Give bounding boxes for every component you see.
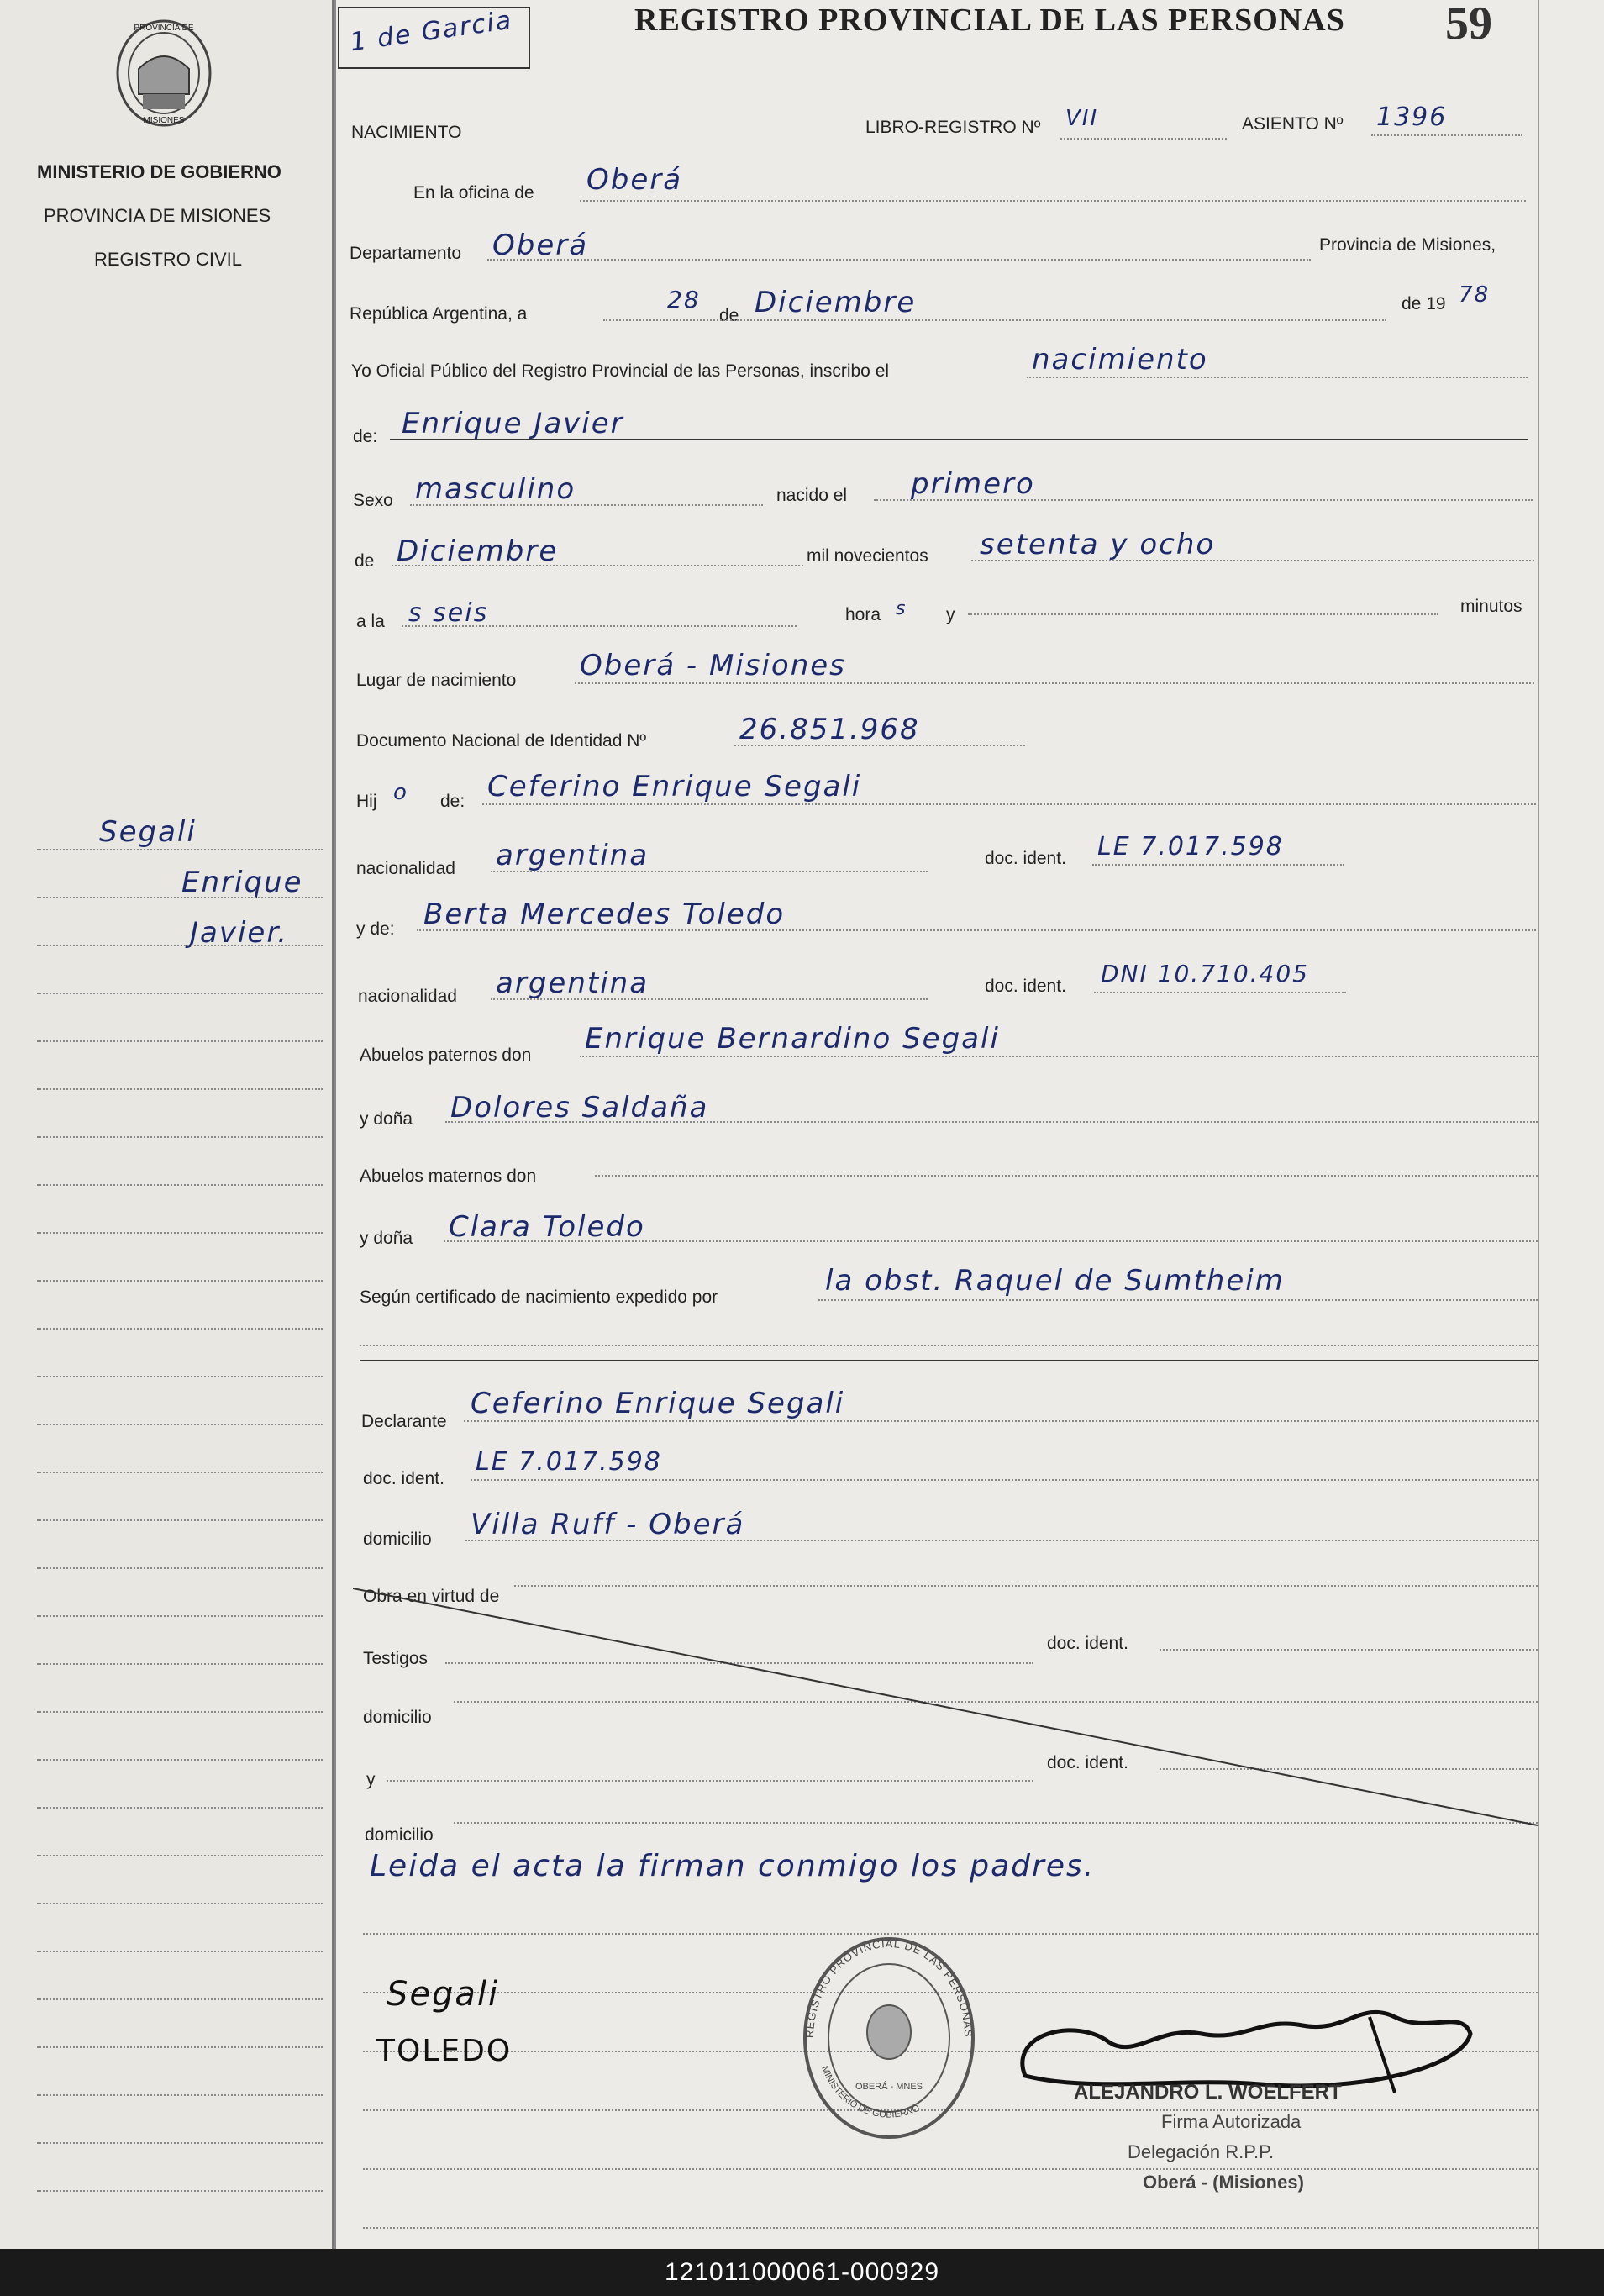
- provincial-seal-icon: [101, 10, 227, 136]
- cancel-diagonal: [353, 1588, 1546, 1832]
- horas-s: s: [896, 598, 907, 619]
- margin-rule-line: [37, 897, 323, 898]
- nacido-line: [874, 499, 1533, 501]
- margin-rule-line: [37, 1136, 323, 1138]
- doc4-label: doc. ident.: [1047, 1634, 1128, 1653]
- official-lugar: Oberá - (Misiones): [1143, 2172, 1304, 2193]
- stamp-note: 1 de Garcia: [348, 5, 515, 58]
- sexo-line: [410, 504, 763, 506]
- abuelo-mat-line: [595, 1175, 1538, 1177]
- abuela-pat-value: Dolores Saldaña: [450, 1091, 709, 1124]
- declarante-line: [464, 1420, 1538, 1422]
- certificado-line-2: [360, 1345, 1538, 1346]
- margin-rule-line: [37, 1663, 323, 1665]
- madre-line: [417, 929, 1536, 931]
- de-label: de: [719, 306, 739, 325]
- madre-value: Berta Mercedes Toledo: [423, 898, 786, 931]
- lugar-value: Oberá - Misiones: [580, 649, 846, 682]
- certificado-value: la obst. Raquel de Sumtheim: [825, 1264, 1285, 1298]
- hijo-de-label: de:: [440, 792, 465, 811]
- libro-value: VII: [1065, 106, 1099, 131]
- abuela-mat-value: Clara Toledo: [449, 1210, 645, 1244]
- mes-nac-line: [392, 565, 803, 566]
- margin-rule-line: [37, 1424, 323, 1425]
- nacido-value: primero: [911, 467, 1035, 501]
- margin-apellido: Segali: [99, 815, 197, 849]
- horas-label: hora: [845, 605, 881, 624]
- margin-rule-line: [37, 1472, 323, 1473]
- margin-nombre2: Javier.: [190, 916, 289, 950]
- hora-value: s seis: [408, 598, 489, 628]
- certificado-label: Según certificado de nacimiento expedido por: [360, 1288, 718, 1307]
- margin-rule-line: [37, 1280, 323, 1282]
- margin-rule-line: [37, 1615, 323, 1617]
- fecha-mes: Diciembre: [755, 286, 917, 319]
- dni-label: Documento Nacional de Identidad Nº: [356, 731, 647, 750]
- margin-nombre1: Enrique: [181, 866, 303, 899]
- hijo-label: Hij: [356, 792, 377, 811]
- domicilio2-label: domicilio: [363, 1708, 432, 1727]
- doc3-value: LE 7.017.598: [476, 1447, 662, 1477]
- republica-label: República Argentina, a: [350, 304, 528, 324]
- obra-label: Obra en virtud de: [363, 1587, 500, 1606]
- parent-signature-1: Segali: [387, 1975, 500, 2014]
- de-nombre-label: de:: [353, 427, 378, 446]
- domicilio3-label: domicilio: [365, 1825, 434, 1845]
- declarante-label: Declarante: [361, 1412, 447, 1431]
- nac1-value: argentina: [496, 839, 649, 872]
- hora-line: [402, 625, 797, 627]
- yde-label: y de:: [356, 919, 395, 939]
- mil-label: mil novecientos: [807, 546, 928, 566]
- margin-rule-line: [37, 1807, 323, 1809]
- mes-nac-value: Diciembre: [397, 535, 559, 568]
- oficina-label: En la oficina de: [413, 183, 534, 203]
- dona2-label: y doña: [360, 1229, 413, 1248]
- margin-column: [0, 0, 334, 2249]
- doc3-label: doc. ident.: [363, 1469, 444, 1488]
- nombre-line: [390, 439, 1528, 440]
- doc5-label: doc. ident.: [1047, 1753, 1128, 1772]
- padre-line: [482, 803, 1536, 805]
- rule-line: [363, 2168, 1538, 2170]
- margin-rule-line: [37, 2142, 323, 2144]
- oficial-line: [1027, 377, 1528, 378]
- y-label: y: [946, 605, 955, 624]
- rule-line: [363, 2227, 1538, 2229]
- doc2-line: [1094, 992, 1346, 993]
- anio-nac-line: [971, 560, 1534, 561]
- asiento-value: 1396: [1376, 103, 1448, 132]
- fecha-line: [603, 319, 1386, 321]
- margin-rule-line: [37, 1567, 323, 1569]
- seal-bottom-text: MISIONES: [143, 116, 185, 125]
- nacido-label: nacido el: [776, 486, 848, 505]
- nac1-line: [491, 871, 928, 872]
- anio-nac-value: setenta y ocho: [980, 528, 1216, 561]
- margin-rule-line: [37, 1711, 323, 1713]
- asiento-line: [1371, 134, 1522, 136]
- official-delegacion: Delegación R.P.P.: [1128, 2141, 1275, 2162]
- section-divider: [360, 1360, 1538, 1361]
- margin-rule-line: [37, 1232, 323, 1234]
- registry-round-stamp: [797, 1933, 981, 2143]
- margin-rule-line: [37, 2094, 323, 2096]
- nac2-line: [491, 998, 928, 1000]
- stamp-center-text: OBERÁ - MNES: [855, 2082, 923, 2092]
- margin-rule-line: [37, 1184, 323, 1186]
- anio-value: 78: [1459, 282, 1491, 308]
- barcode-id: 121011000061-000929: [0, 2249, 1604, 2296]
- type-label: NACIMIENTO: [351, 123, 462, 142]
- departamento-value: Oberá: [492, 229, 589, 262]
- seal-top-text: PROVINCIA DE: [134, 24, 194, 33]
- margin-rule-line: [37, 1328, 323, 1330]
- page-number: 59: [1445, 0, 1492, 50]
- doc2-value: DNI 10.710.405: [1101, 960, 1309, 987]
- right-border: [1538, 0, 1539, 2249]
- y2-label: y: [366, 1770, 376, 1789]
- margin-rule-line: [37, 1998, 323, 2000]
- doc2-label: doc. ident.: [985, 977, 1066, 996]
- margin-divider: [334, 0, 336, 2249]
- certificado-line: [818, 1299, 1538, 1301]
- margin-rule-line: [37, 1088, 323, 1090]
- testigos-label: Testigos: [363, 1649, 429, 1668]
- official-name: ALEJANDRO L. WOELFERT: [1074, 2081, 1342, 2104]
- margin-rule-line: [37, 2190, 323, 2192]
- margin-rule-line: [37, 1951, 323, 1952]
- departamento-label: Departamento: [350, 244, 462, 263]
- abuela-mat-line: [444, 1240, 1538, 1242]
- nac1-label: nacionalidad: [356, 859, 455, 878]
- abuela-pat-line: [445, 1121, 1538, 1123]
- province-label: PROVINCIA DE MISIONES: [44, 205, 271, 226]
- minutos-line: [968, 613, 1438, 615]
- doc1-label: doc. ident.: [985, 849, 1066, 868]
- minutos-label: minutos: [1460, 597, 1522, 616]
- stamp-box: [338, 7, 530, 69]
- registry-label: REGISTRO CIVIL: [94, 249, 243, 270]
- stamp-ring-text: REGISTRO PROVINCIAL DE LAS PERSONAS: [802, 1936, 976, 2039]
- stamp-bottom-text: MINISTERIO DE GOBIERNO: [819, 2064, 922, 2120]
- anio-label: de 19: [1402, 294, 1446, 313]
- ministry-label: MINISTERIO DE GOBIERNO: [37, 161, 281, 182]
- oficial-label: Yo Oficial Público del Registro Provincial de las Personas, inscribo el: [351, 361, 890, 381]
- abuelo-pat-value: Enrique Bernardino Segali: [585, 1022, 1000, 1056]
- hijo-suffix: o: [393, 780, 408, 805]
- doc1-value: LE 7.017.598: [1097, 832, 1284, 861]
- margin-rule-line: [37, 1376, 323, 1377]
- domicilio-line: [465, 1540, 1538, 1541]
- dona1-label: y doña: [360, 1109, 413, 1129]
- dni-line: [734, 745, 1025, 746]
- document-title: REGISTRO PROVINCIAL DE LAS PERSONAS: [634, 3, 1345, 38]
- doc3-line: [471, 1479, 1538, 1481]
- doc1-line: [1092, 864, 1344, 866]
- nombre-value: Enrique Javier: [402, 407, 624, 440]
- nac2-value: argentina: [496, 966, 649, 1000]
- de-mes-label: de: [355, 551, 375, 571]
- margin-rule-line: [37, 993, 323, 994]
- declarante-value: Ceferino Enrique Segali: [471, 1387, 845, 1420]
- margin-rule-line: [37, 945, 323, 946]
- libro-line: [1060, 138, 1227, 140]
- abuelos-pat-label: Abuelos paternos don: [360, 1045, 532, 1065]
- sexo-value: masculino: [415, 472, 576, 506]
- libro-label: LIBRO-REGISTRO Nº: [865, 118, 1041, 137]
- domicilio-label: domicilio: [363, 1530, 432, 1549]
- oficial-value: nacimiento: [1032, 343, 1208, 377]
- dni-value: 26.851.968: [739, 713, 920, 746]
- fecha-dia: 28: [667, 286, 701, 313]
- official-role: Firma Autorizada: [1161, 2111, 1302, 2132]
- abuelo-pat-line: [580, 1056, 1538, 1057]
- margin-rule-line: [37, 1759, 323, 1761]
- nac2-label: nacionalidad: [358, 987, 457, 1006]
- a-la-label: a la: [356, 612, 385, 631]
- sexo-label: Sexo: [353, 491, 393, 510]
- lugar-label: Lugar de nacimiento: [356, 671, 517, 690]
- margin-rule-line: [37, 1040, 323, 1042]
- departamento-line: [487, 259, 1311, 261]
- abuelos-mat-label: Abuelos maternos don: [360, 1166, 537, 1186]
- leida-text: Leida el acta la firman conmigo los padres.: [370, 1849, 1096, 1883]
- asiento-label: ASIENTO Nº: [1242, 114, 1344, 134]
- margin-rule-line: [37, 1855, 323, 1856]
- margin-rule-line: [37, 1519, 323, 1521]
- oficina-value: Oberá: [586, 163, 683, 197]
- obra-line: [514, 1585, 1538, 1587]
- margin-rule-line: [37, 2046, 323, 2048]
- padre-value: Ceferino Enrique Segali: [487, 770, 862, 803]
- domicilio-value: Villa Ruff - Oberá: [471, 1508, 745, 1541]
- lugar-line: [575, 682, 1534, 684]
- margin-rule-line: [37, 1903, 323, 1904]
- parent-signature-2: TOLEDO: [376, 2034, 513, 2068]
- margin-rule-line: [37, 849, 323, 850]
- provincia-label: Provincia de Misiones,: [1319, 235, 1496, 255]
- oficina-line: [580, 200, 1526, 202]
